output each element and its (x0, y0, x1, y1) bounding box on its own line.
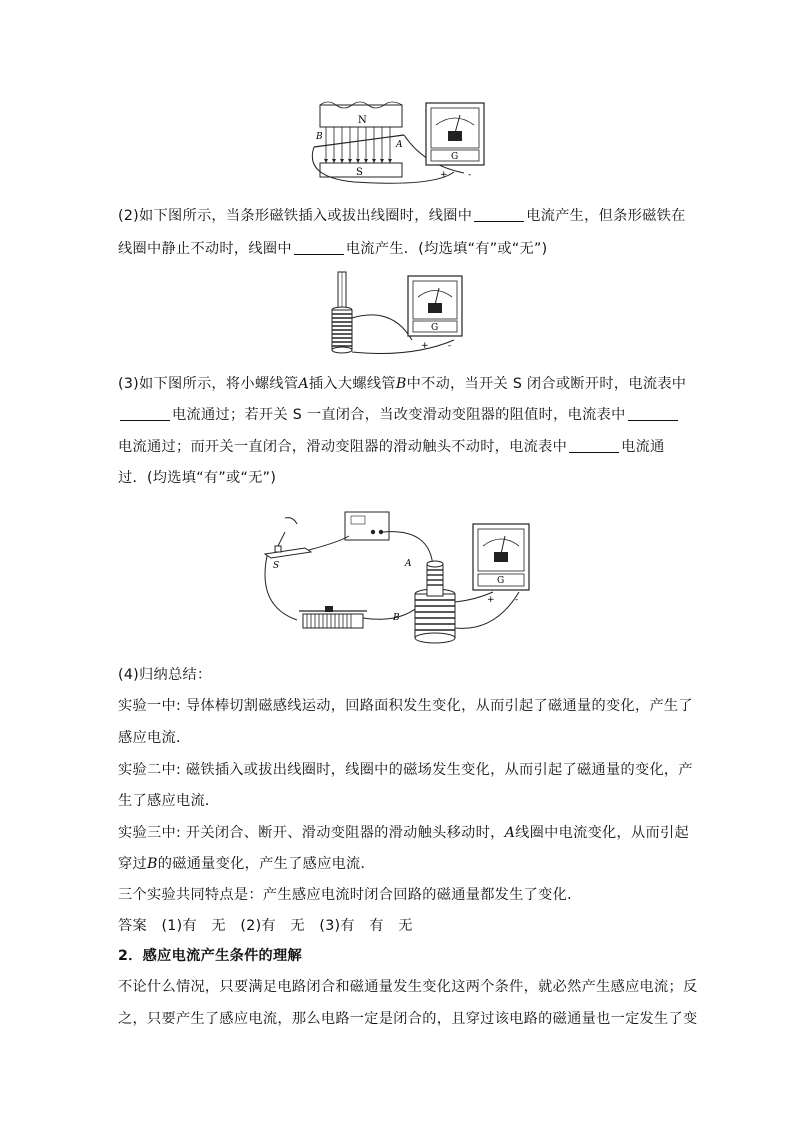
q3-line4 (118, 467, 276, 487)
section2-title: 2．感应电流产生条件的理解 (118, 948, 303, 964)
q2-line2 (118, 238, 548, 258)
var-b: B (146, 856, 158, 872)
label-a: A (405, 559, 412, 569)
q4-heading: (4)归纳总结： (118, 667, 212, 683)
label-a: A (396, 140, 403, 150)
meter-g-label: G (431, 323, 439, 333)
q3-text-4: 过．(均选填“有”或“无”) (118, 470, 277, 486)
q4-exp1-line2: 感应电流． (118, 730, 191, 746)
answer-line: 答案 (1)有 无 (2)有 无 (3)有 有 无 (118, 918, 413, 934)
meter-g-label: G (497, 576, 505, 586)
q3-line1 (118, 373, 686, 393)
q4-exp3-text-b1: 穿过 (118, 856, 147, 872)
q2-text-2a: 线圈中静止不动时，线圈中 (118, 241, 292, 257)
q4-exp3-line1 (118, 822, 689, 842)
answer-blank[interactable] (120, 406, 170, 421)
figure-magnet-coil-circuit (318, 266, 468, 362)
figure-magnet-rod-circuit (300, 95, 500, 190)
plus-label: + (440, 170, 448, 180)
q4-exp2-line2: 生了感应电流． (118, 793, 220, 809)
q2-line1 (118, 205, 686, 225)
pole-s-label: S (356, 167, 363, 178)
q3-text-2a: 电流通过；若开关 S 一直闭合，当改变滑动变阻器的阻值时，电流表中 (172, 407, 626, 423)
answer-blank[interactable] (474, 207, 524, 222)
var-a: A (298, 376, 309, 392)
q3-line3 (118, 436, 665, 456)
q3-line2 (118, 404, 680, 424)
answer-blank[interactable] (569, 438, 619, 453)
minus-label: - (515, 595, 519, 605)
q4-exp2-line1: 实验二中: 磁铁插入或拔出线圈时，线圈中的磁场发生变化，从而引起了磁通量的变化，产 (118, 762, 693, 778)
q3-text-1e: 中不动，当开关 S 闭合或断开时，电流表中 (406, 376, 687, 392)
plus-label: + (421, 341, 429, 351)
q4-exp3-line2 (118, 853, 375, 873)
var-b: B (395, 376, 407, 392)
q3-text-3a: 电流通过；而开关一直闭合，滑动变阻器的滑动触头不动时，电流表中 (118, 439, 568, 455)
q4-common: 三个实验共同特点是：产生感应电流时闭合回路的磁通量都发生了变化． (118, 887, 582, 903)
section2-para-line2: 之，只要产生了感应电流，那么电路一定是闭合的，且穿过该电路的磁通量也一定发生了变 (118, 1011, 698, 1027)
minus-label: - (468, 170, 472, 180)
plus-label: + (487, 595, 495, 605)
q4-exp1-line1: 实验一中: 导体棒切割磁感线运动，回路面积发生变化，从而引起了磁通量的变化，产生了 (118, 698, 693, 714)
q4-exp3-text-a3: 线圈中电流变化，从而引起 (515, 825, 689, 841)
answer-blank[interactable] (294, 240, 344, 255)
q2-text-1a: (2)如下图所示，当条形磁铁插入或拔出线圈时，线圈中 (118, 208, 473, 224)
q4-exp3-text-a1: 实验三中: 开关闭合、断开、滑动变阻器的滑动触头移动时， (118, 825, 505, 841)
section2-para-line1: 不论什么情况，只要满足电路闭合和磁通量发生变化这两个条件，就必然产生感应电流；反 (118, 979, 698, 995)
q2-text-2b: 电流产生．(均选填“有”或“无”) (345, 241, 548, 257)
pole-n-label: N (358, 115, 367, 126)
q4-exp3-text-b3: 的磁通量变化，产生了感应电流． (157, 856, 376, 872)
q3-text-3b: 电流通 (621, 439, 665, 455)
meter-g-label: G (451, 152, 459, 162)
answer-blank[interactable] (628, 406, 678, 421)
label-b: B (316, 132, 323, 142)
figure-solenoid-circuit (255, 502, 535, 650)
label-b: B (393, 613, 400, 623)
label-s: S (273, 561, 280, 571)
q3-text-1c: 插入大螺线管 (308, 376, 396, 392)
q3-text-1a: (3)如下图所示，将小螺线管 (118, 376, 299, 392)
minus-label: - (448, 341, 452, 351)
var-a: A (504, 825, 516, 841)
q2-text-1b: 电流产生，但条形磁铁在 (526, 208, 686, 224)
